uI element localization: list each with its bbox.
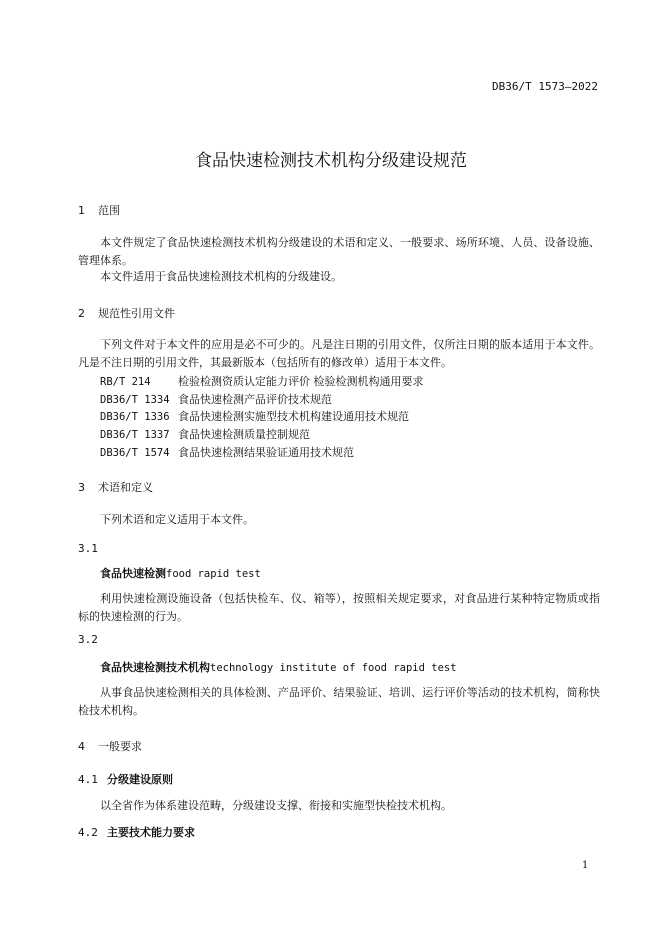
reference-code: DB36/T 1337 xyxy=(100,429,170,441)
section-number: 4 xyxy=(78,740,85,753)
reference-title: 食品快速检测结果验证通用技术规范 xyxy=(178,446,354,459)
section-number: 1 xyxy=(78,204,85,217)
section-1-paragraph-1: 本文件规定了食品快速检测技术机构分级建设的术语和定义、一般要求、场所环境、人员、设备设施、管理体系。 xyxy=(78,236,600,267)
reference-item xyxy=(100,373,424,389)
section-title: 术语和定义 xyxy=(98,481,153,494)
document-title: 食品快速检测技术机构分级建设规范 xyxy=(195,151,467,171)
term-heading xyxy=(100,659,457,675)
reference-code: RB/T 214 xyxy=(100,376,151,388)
section-number: 2 xyxy=(78,307,85,320)
section-2-heading xyxy=(78,305,175,321)
reference-item xyxy=(100,391,332,407)
reference-item xyxy=(100,408,409,424)
term-number: 3.1 xyxy=(78,542,98,555)
document-number: DB36/T 1573—2022 xyxy=(492,80,598,93)
section-1-paragraph-2: 本文件适用于食品快速检测技术机构的分级建设。 xyxy=(100,270,342,283)
section-2-paragraph-1: 下列文件对于本文件的应用是必不可少的。凡是注日期的引用文件，仅所注日期的版本适用于本文件。凡是不注日期的引用文件，其最新版本（包括所有的修改单）适用于本文件。 xyxy=(78,338,600,369)
term-chinese: 食品快速检测技术机构 xyxy=(100,661,210,674)
reference-title: 食品快速检测质量控制规范 xyxy=(178,428,310,441)
section-3-heading xyxy=(78,479,153,495)
section-4-heading xyxy=(78,738,142,754)
term-number: 3.2 xyxy=(78,633,98,646)
reference-item xyxy=(100,426,310,442)
subsection-4-1-text: 以全省作为体系建设范畴，分级建设支撑、衔接和实施型快检技术机构。 xyxy=(100,799,452,812)
reference-item xyxy=(100,444,354,460)
subsection-number: 4.1 xyxy=(78,773,98,786)
subsection-title: 分级建设原则 xyxy=(107,773,173,786)
reference-title: 检验检测资质认定能力评价 检验检测机构通用要求 xyxy=(178,375,424,388)
subsection-title: 主要技术能力要求 xyxy=(107,826,195,839)
section-title: 范围 xyxy=(98,204,120,217)
reference-code: DB36/T 1336 xyxy=(100,411,170,423)
subsection-4-1-heading xyxy=(78,771,173,787)
section-number: 3 xyxy=(78,481,85,494)
page-number: 1 xyxy=(582,860,589,871)
section-1-heading xyxy=(78,202,120,218)
section-title: 一般要求 xyxy=(98,740,142,753)
reference-title: 食品快速检测实施型技术机构建设通用技术规范 xyxy=(178,410,409,423)
term-definition: 利用快速检测设施设备（包括快检车、仪、箱等），按照相关规定要求，对食品进行某种特定物质或指标的快速检测的行为。 xyxy=(78,592,600,623)
subsection-4-2-heading xyxy=(78,824,195,840)
reference-title: 食品快速检测产品评价技术规范 xyxy=(178,393,332,406)
term-chinese: 食品快速检测 xyxy=(100,567,166,580)
subsection-number: 4.2 xyxy=(78,826,98,839)
term-english: technology institute of food rapid test xyxy=(210,662,457,674)
section-3-intro: 下列术语和定义适用于本文件。 xyxy=(100,513,254,526)
reference-code: DB36/T 1334 xyxy=(100,394,170,406)
reference-code: DB36/T 1574 xyxy=(100,447,170,459)
section-title: 规范性引用文件 xyxy=(98,307,175,320)
term-definition: 从事食品快速检测相关的具体检测、产品评价、结果验证、培训、运行评价等活动的技术机构，简称快检技术机构。 xyxy=(78,686,600,717)
term-heading xyxy=(100,565,261,581)
term-english: food rapid test xyxy=(166,568,261,580)
